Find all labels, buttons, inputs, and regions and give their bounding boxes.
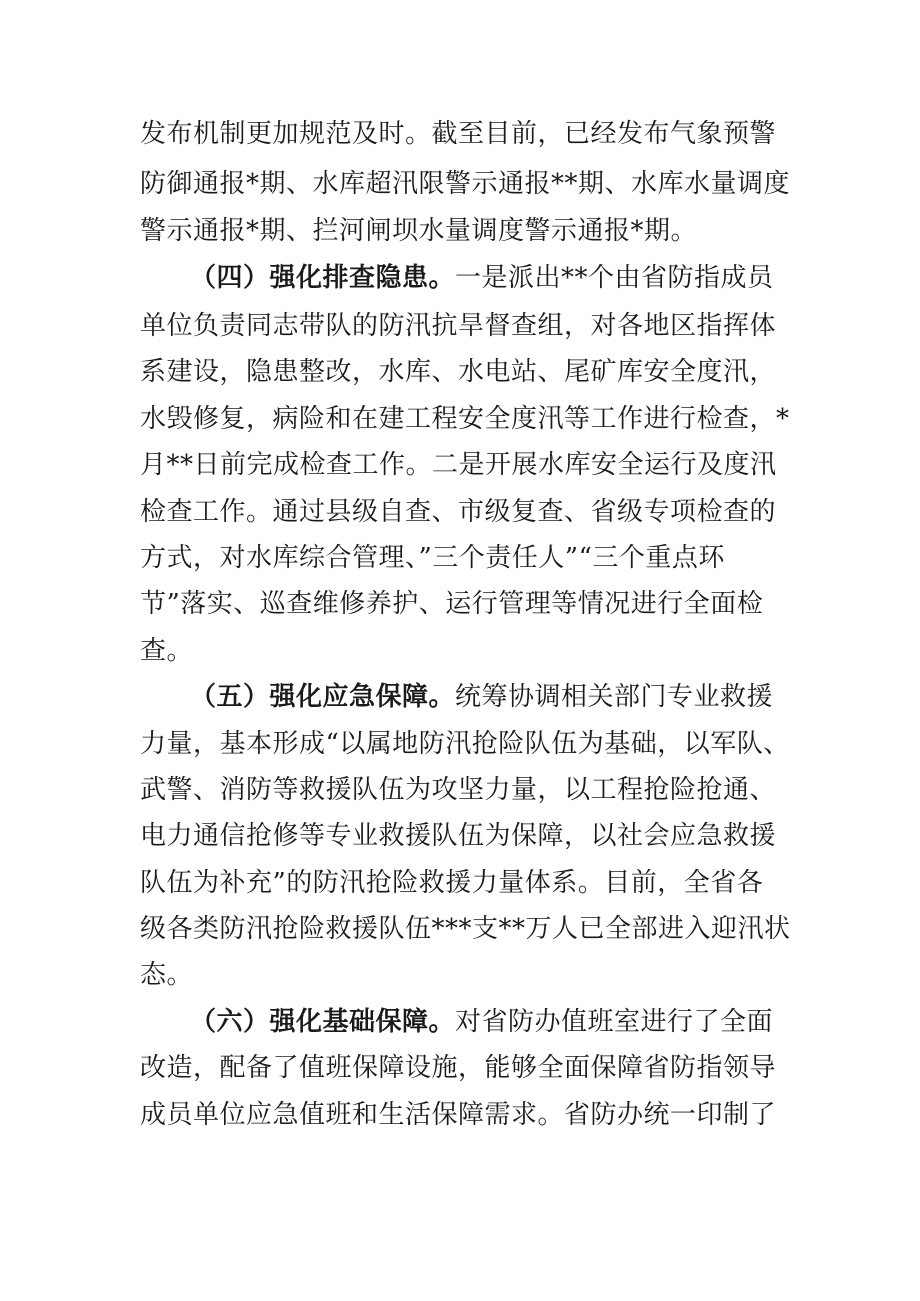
section-5-first-line bbox=[190, 681, 773, 713]
paragraph-line: 改造，配备了值班保障设施，能够全面保障省防指领导 bbox=[140, 1053, 777, 1083]
section-text: 统筹协调相关部门专业救援 bbox=[455, 682, 774, 712]
paragraph-line: 单位负责同志带队的防汛抗旱督查组，对各地区指挥体 bbox=[140, 311, 777, 341]
paragraph-line: 水毁修复，病险和在建工程安全度汛等工作进行检查，* bbox=[140, 404, 790, 434]
section-6-first-line bbox=[190, 1006, 773, 1038]
section-heading: （五）强化应急保障。 bbox=[190, 682, 456, 712]
paragraph-line: 队伍为补充”的防汛抢险救援力量体系。目前，全省各 bbox=[140, 868, 764, 898]
paragraph-line: 查。 bbox=[140, 636, 194, 666]
paragraph-line: 电力通信抢修等专业救援队伍为保障，以社会应急救援 bbox=[140, 821, 777, 851]
paragraph-line: 级各类防汛抢险救援队伍***支**万人已全部进入迎汛状 bbox=[140, 914, 791, 944]
paragraph-line: 武警、消防等救援队伍为攻坚力量，以工程抢险抢通、 bbox=[140, 775, 777, 805]
section-heading: （四）强化排查隐患。 bbox=[190, 263, 456, 293]
section-text: 对省防办值班室进行了全面 bbox=[455, 1007, 774, 1037]
paragraph-line: 态。 bbox=[140, 960, 194, 990]
section-heading: （六）强化基础保障。 bbox=[190, 1007, 456, 1037]
paragraph-line: 检查工作。通过县级自查、市级复查、省级专项检查的 bbox=[140, 497, 777, 527]
section-text: 一是派出**个由省防指成员 bbox=[455, 263, 774, 293]
paragraph-line: 力量，基本形成“以属地防汛抢险队伍为基础，以军队、 bbox=[140, 729, 790, 759]
paragraph-line: 系建设，隐患整改，水库、水电站、尾矿库安全度汛， bbox=[140, 357, 777, 387]
paragraph-line: 警示通报*期、拦河闸坝水量调度警示通报*期。 bbox=[140, 216, 698, 246]
paragraph-line: 成员单位应急值班和生活保障需求。省防办统一印制了 bbox=[140, 1100, 777, 1130]
paragraph-line: 月**日前完成检查工作。二是开展水库安全运行及度汛 bbox=[140, 450, 777, 480]
paragraph-line: 防御通报*期、水库超汛限警示通报**期、水库水量调度 bbox=[140, 169, 791, 199]
paragraph-line: 节”落实、巡查维修养护、运行管理等情况进行全面检 bbox=[140, 589, 764, 619]
paragraph-line: 发布机制更加规范及时。截至目前，已经发布气象预警 bbox=[140, 119, 777, 149]
section-4-first-line bbox=[190, 262, 774, 294]
paragraph-line: 方式，对水库综合管理、”三个责任人”“三个重点环 bbox=[140, 543, 725, 573]
